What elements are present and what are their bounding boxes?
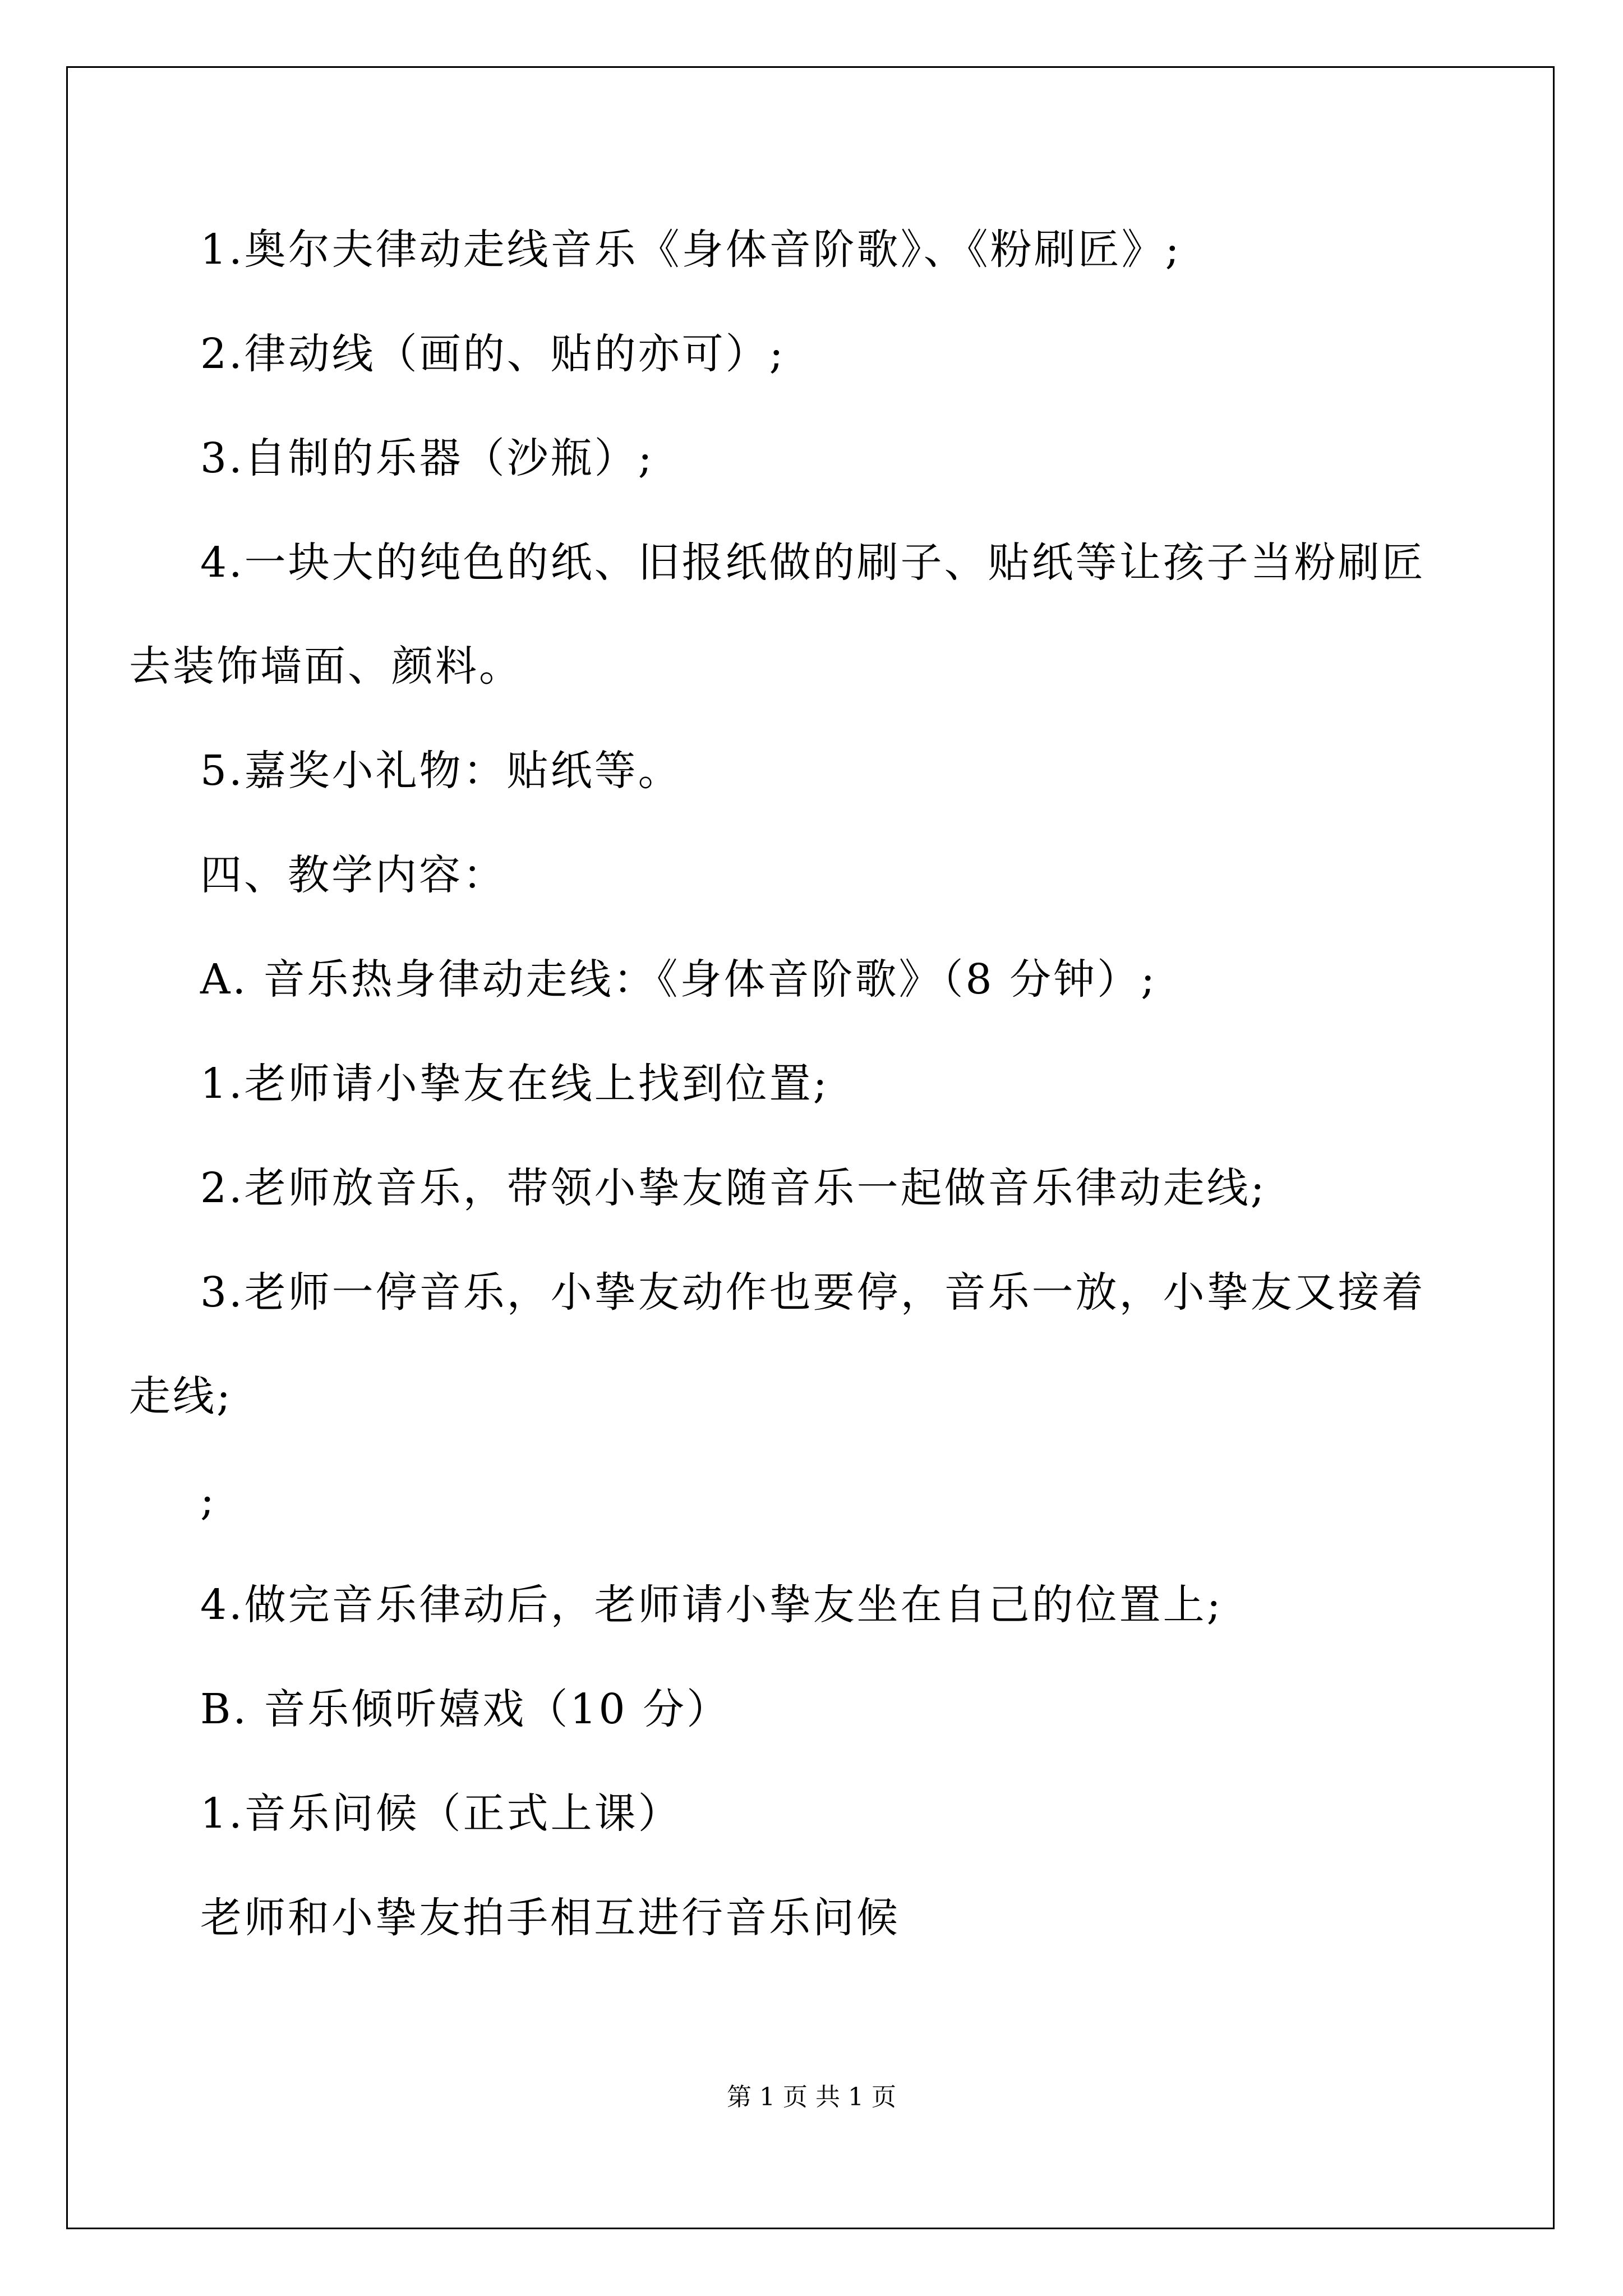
page-number-footer: 第 1 页 共 1 页 xyxy=(727,2083,896,2111)
text-line-a2: 2.老师放音乐，带领小挚友随音乐一起做音乐律动走线; xyxy=(200,1164,1267,1212)
text-line-3: 3.自制的乐器（沙瓶）; xyxy=(200,434,654,482)
subsection-heading-b: B. 音乐倾听嬉戏（10 分） xyxy=(200,1685,731,1733)
text-line-a3: 3.老师一停音乐，小挚友动作也要停，音乐一放，小挚友又接着 xyxy=(200,1268,1426,1317)
text-line-b1-detail: 老师和小挚友拍手相互进行音乐问候 xyxy=(200,1894,900,1942)
text-line-4-continued: 去装饰墙面、颜料。 xyxy=(129,642,523,691)
text-line-5: 5.嘉奖小礼物：贴纸等。 xyxy=(200,747,682,795)
text-line-1: 1.奥尔夫律动走线音乐《身体音阶歌》、《粉刷匠》; xyxy=(200,226,1182,274)
text-line-2: 2.律动线（画的、贴的亦可）; xyxy=(200,330,786,378)
text-line-b1: 1.音乐问候（正式上课） xyxy=(200,1789,682,1838)
text-line-a3-continued: 走线; xyxy=(129,1372,233,1420)
subsection-heading-a: A. 音乐热身律动走线：《身体音阶歌》（8 分钟）; xyxy=(200,955,1158,1004)
text-line-semicolon: ; xyxy=(200,1476,216,1525)
text-line-4: 4.一块大的纯色的纸、旧报纸做的刷子、贴纸等让孩子当粉刷匠 xyxy=(200,539,1426,587)
section-heading-teaching-content: 四、教学内容： xyxy=(200,851,506,899)
text-line-a1: 1.老师请小挚友在线上找到位置; xyxy=(200,1060,829,1108)
text-line-a4: 4.做完音乐律动后，老师请小挚友坐在自己的位置上; xyxy=(200,1581,1223,1629)
